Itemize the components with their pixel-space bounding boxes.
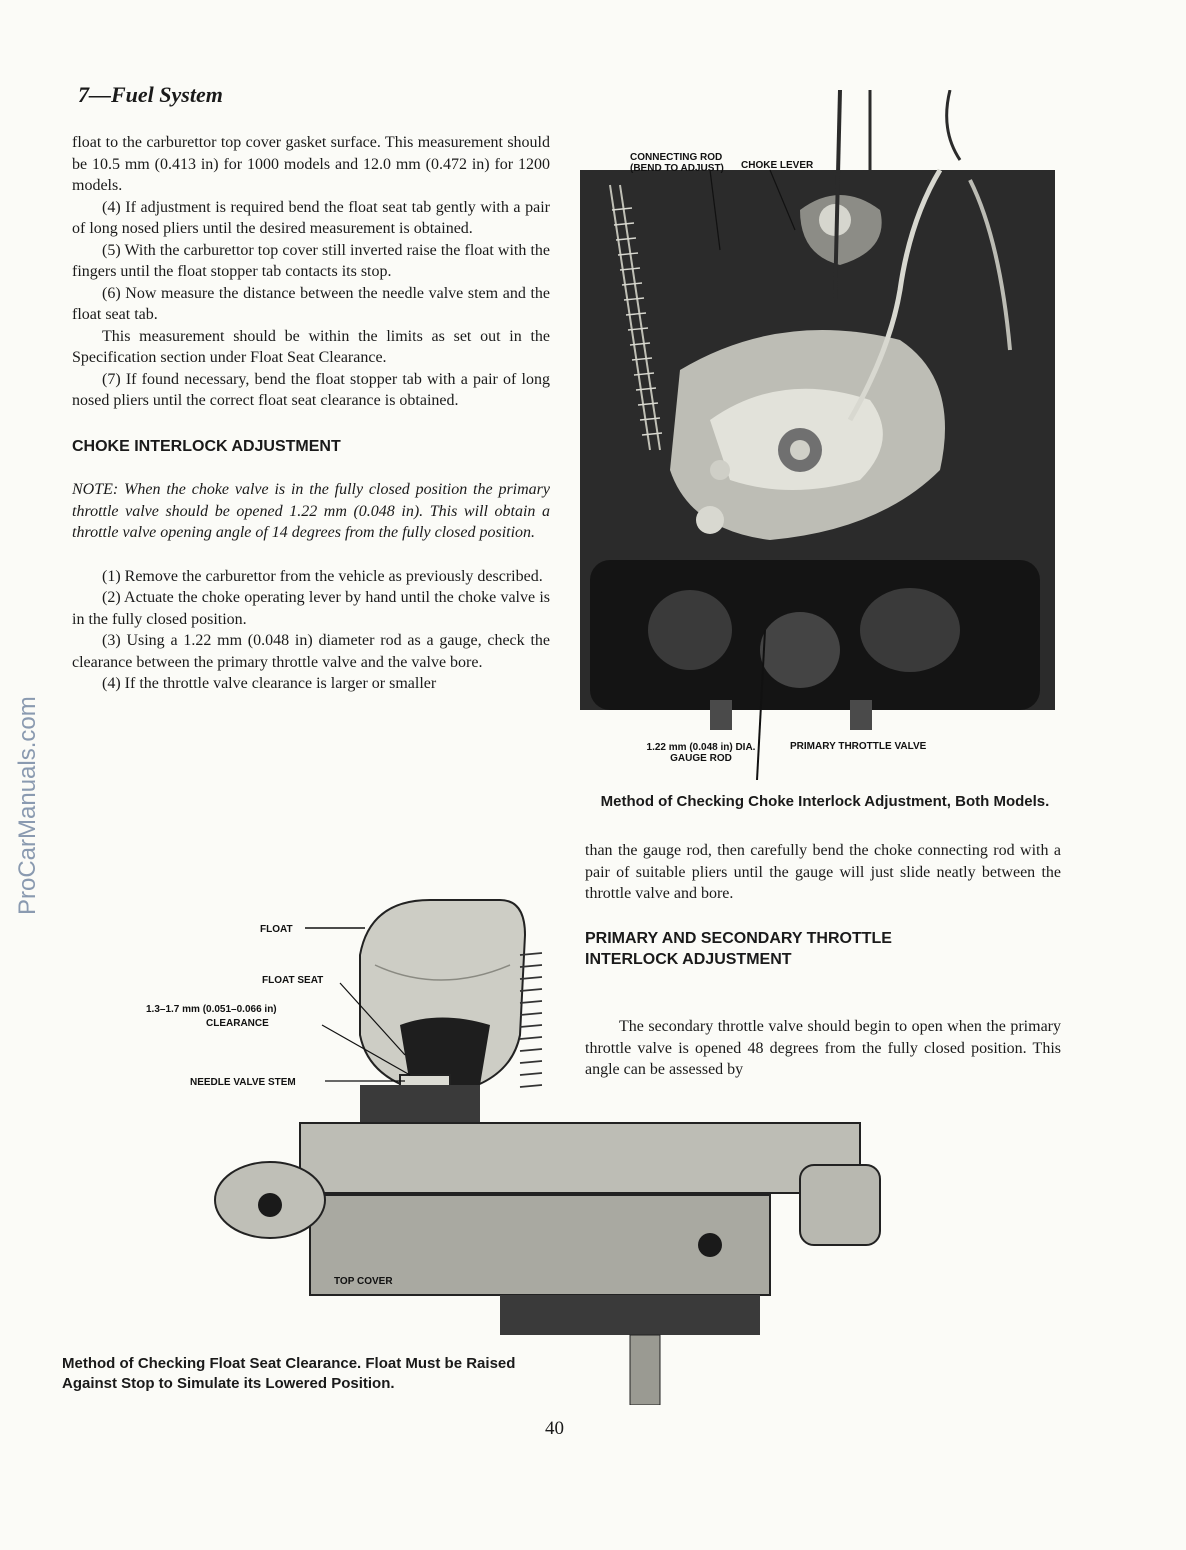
label-float: FLOAT [260,924,293,935]
step-paragraph: (3) Using a 1.22 mm (0.048 in) diameter rod as a gauge, check the clearance between the primary throttle valve and the valve bore. [72,632,550,671]
note-paragraph: NOTE: When the choke valve is in the fully closed position the primary throttle valve should be opened 1.22 mm (0.048 in). This will obtain a throttle valve opening angle of 14 degrees from the fully closed position. [72,481,550,541]
label-clearance: CLEARANCE [206,1018,269,1029]
section-heading: CHOKE INTERLOCK ADJUSTMENT [72,437,341,455]
label-top-cover: TOP COVER [334,1276,393,1287]
chapter-title: 7—Fuel System [78,82,223,107]
paragraph: (5) With the carburettor top cover still inverted raise the float with the fingers until the float stopper tab contacts its stop. [72,241,550,280]
watermark: ProCarManuals.com [14,696,41,915]
right-paragraph: than the gauge rod, then carefully bend the choke connecting rod with a pair of suitable pliers until the gauge will just slide neatly between the throttle valve and bore. [585,842,1061,902]
paragraph: (4) If adjustment is required bend the float seat tab gently with a pair of long nosed pliers until the desired measurement is obtained. [72,198,550,237]
step-paragraph: (1) Remove the carburettor from the vehicle as previously described. [102,567,543,585]
choke-interlock-figure [580,90,1060,780]
float-clearance-figure [200,895,900,1405]
paragraph: (7) If found necessary, bend the float stopper tab with a pair of long nosed pliers until the correct float seat clearance is obtained. [72,370,550,409]
label-needle-valve-stem: NEEDLE VALVE STEM [190,1077,296,1088]
paragraph: float to the carburettor top cover gasket surface. This measurement should be 10.5 mm (0.413 in) for 1000 models and 12.0 mm (0.472 in) for 1200 models. [72,134,550,194]
label-choke-lever: CHOKE LEVER [741,160,814,171]
step-paragraph: (2) Actuate the choke operating lever by hand until the choke valve is in the fully closed position. [72,589,550,628]
label-float-seat: FLOAT SEAT [262,975,324,986]
page-number: 40 [545,1418,564,1439]
right-paragraph: The secondary throttle valve should begin to open when the primary throttle valve is opened 48 degrees from the fully closed position. This angle can be assessed by [585,1018,1061,1078]
label-gauge-rod: 1.22 mm (0.048 in) DIA. GAUGE ROD [646,742,756,764]
step-paragraph: (4) If the throttle valve clearance is larger or smaller [102,675,437,692]
figure-caption-choke: Method of Checking Choke Interlock Adjustment, Both Models. [600,793,1050,810]
paragraph: (6) Now measure the distance between the needle valve stem and the float seat tab. [72,284,550,323]
paragraph: This measurement should be within the limits as set out in the Specification section under Float Seat Clearance. [72,327,550,366]
section-heading-secondary: PRIMARY AND SECONDARY THROTTLE INTERLOCK ADJUSTMENT [585,930,892,968]
figure-caption-float: Method of Checking Float Seat Clearance. Float Must be Raised Against Stop to Simulate its Lowered Position. [62,1355,516,1392]
label-connecting-rod: CONNECTING ROD (BEND TO ADJUST) [630,152,724,174]
label-clearance-value: 1.3–1.7 mm (0.051–0.066 in) [146,1004,277,1015]
label-primary-throttle: PRIMARY THROTTLE VALVE [790,741,927,752]
left-column [72,132,550,695]
